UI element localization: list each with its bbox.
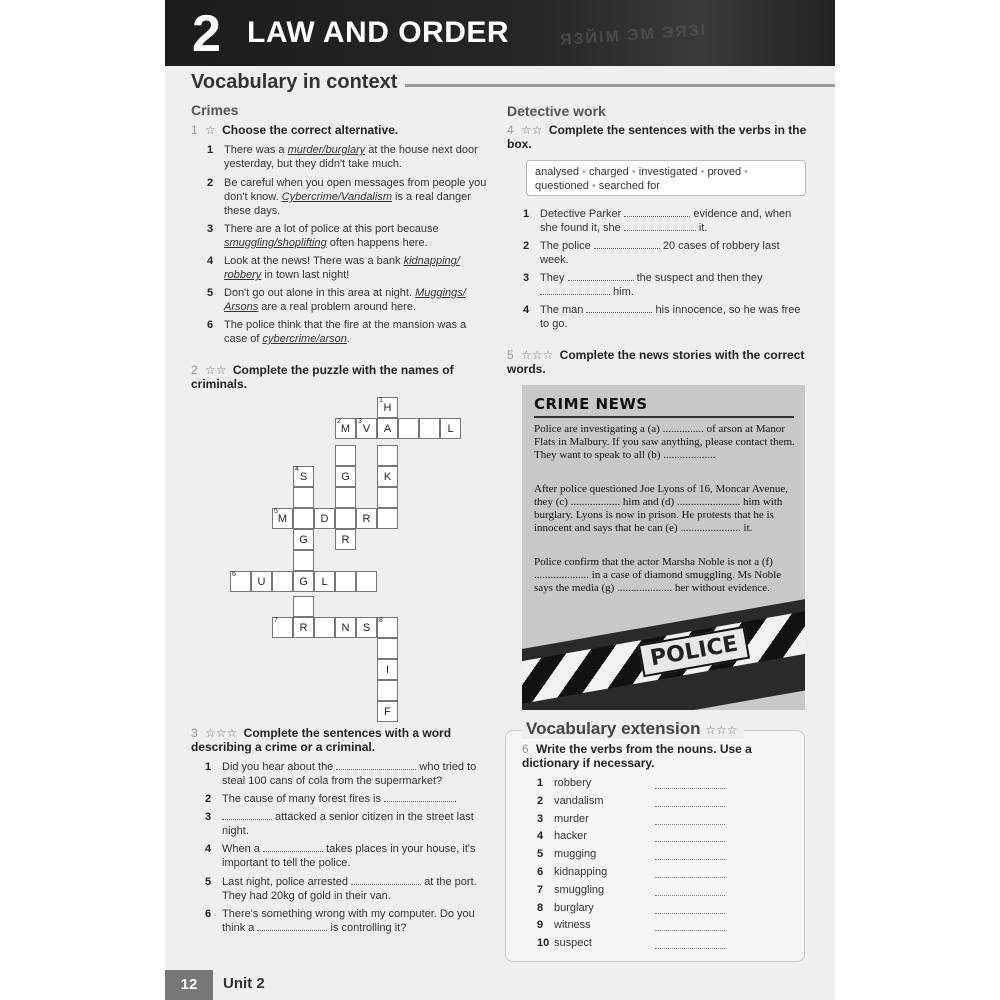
item-number: 9 — [537, 919, 544, 932]
crossword-cell — [230, 571, 251, 592]
item-text: They the suspect and then they him. — [540, 272, 763, 298]
word-separator: • — [579, 166, 590, 178]
exercise-6-item — [537, 865, 607, 879]
crossword-cell — [377, 466, 398, 487]
choice-alternatives: murder/burglary — [287, 144, 366, 156]
item-number: 1 — [523, 208, 530, 220]
item-text: Don't go out alone in this area at night. Muggings/ Arsons are a real problem around here. — [224, 287, 466, 313]
crossword-cell — [314, 508, 335, 529]
item-text: attacked a senior citizen in the street last night. — [222, 811, 474, 837]
crossword-letter: A — [383, 423, 392, 435]
noun-word: kidnapping — [554, 866, 608, 878]
noun-word: smuggling — [554, 883, 605, 896]
word-box-item: charged — [589, 166, 629, 178]
item-number: 2 — [207, 177, 214, 189]
item-number: 8 — [537, 901, 544, 914]
unit-header-band — [165, 0, 835, 66]
crossword-letter: F — [384, 706, 391, 718]
exercise-2-heading — [191, 363, 471, 391]
exercise-instruction: Choose the correct alternative. — [222, 123, 399, 137]
exercise-1-item — [207, 318, 492, 346]
crossword-cell — [335, 466, 356, 487]
crossword-cell — [377, 418, 398, 439]
item-number: 4 — [207, 255, 214, 267]
word-box-item: investigated — [638, 166, 698, 178]
noun-word: witness — [554, 919, 591, 932]
item-number: 1 — [537, 777, 544, 789]
crime-news-panel — [522, 385, 805, 710]
exercise-1-item — [207, 254, 492, 282]
answer-blank — [624, 208, 690, 217]
exercise-6-item — [537, 776, 591, 790]
choice-alternatives: Muggings/ Arsons — [224, 287, 466, 313]
news-title: CRIME NEWS — [534, 395, 648, 413]
crossword-clue-number: 1 — [379, 397, 383, 404]
crossword-cell — [335, 418, 356, 439]
word-box-item: questioned — [535, 180, 589, 192]
answer-blank — [568, 272, 634, 281]
item-number: 2 — [205, 793, 212, 805]
crossword-letter: L — [321, 576, 328, 588]
answer-line — [655, 859, 725, 860]
item-text: Did you hear about the who tried to steal 100 cans of cola from the supermarket? — [222, 761, 477, 787]
crossword-cell — [335, 445, 356, 466]
exercise-instruction: Write the verbs from the nouns. Use a dictionary if necessary. — [522, 742, 752, 770]
crossword-cell — [356, 571, 377, 592]
crossword-cell — [314, 617, 335, 638]
section-title-rule — [405, 84, 835, 87]
item-text: Be careful when you open messages from people you don't know. Cybercrime/Vandalism is a real danger these days. — [224, 177, 487, 217]
exercise-4-heading — [507, 123, 807, 151]
answer-line — [655, 841, 725, 842]
news-title-rule — [534, 416, 794, 418]
difficulty-stars-icon: ☆☆☆ — [521, 348, 554, 362]
exercise-3-heading — [191, 726, 481, 754]
difficulty-stars-icon: ☆☆ — [521, 123, 543, 137]
answer-line — [655, 788, 725, 789]
exercise-6-item — [537, 812, 589, 826]
item-number: 5 — [205, 876, 212, 888]
item-number: 5 — [537, 848, 544, 861]
noun-word: murder — [554, 812, 589, 825]
news-story-2: After police questioned Joe Lyons of 16, Moncar Avenue, they (c) .................. him and (d) ....................... him with burglary. Lyons is now in prison. He protests that he is innocent and says that he can (e) ...................... it. — [534, 483, 788, 534]
crossword-clue-number: 6 — [232, 571, 236, 578]
exercise-1-heading — [191, 123, 491, 137]
crossword-letter: R — [341, 534, 350, 546]
crossword-letter: I — [385, 664, 390, 676]
unit-title: LAW AND ORDER — [247, 16, 510, 49]
crossword-cell — [377, 508, 398, 529]
page-number: 12 — [165, 970, 213, 1000]
crossword-cell — [377, 680, 398, 701]
answer-blank — [351, 876, 421, 885]
header-background-text: ЯЗЙІМ ЭМ ЭЯЗІ — [559, 21, 708, 50]
answer-blank — [586, 304, 652, 313]
crossword-cell — [293, 487, 314, 508]
item-text: There's something wrong with my computer. Do you think a is controlling it? — [222, 908, 475, 934]
answer-line — [655, 877, 725, 878]
answer-line — [655, 806, 725, 807]
crossword-letter: G — [341, 471, 350, 483]
item-text: Detective Parker evidence and, when she found it, she it. — [540, 208, 792, 234]
crossword-letter: G — [299, 534, 308, 546]
exercise-number: 5 — [507, 348, 514, 362]
exercise-6-heading — [522, 742, 792, 770]
crossword-cell — [272, 571, 293, 592]
item-number: 4 — [523, 304, 530, 316]
crossword-clue-number: 4 — [295, 466, 299, 473]
exercise-number: 3 — [191, 726, 198, 740]
item-number: 4 — [537, 830, 544, 843]
answer-blank — [336, 761, 416, 770]
item-number: 6 — [537, 866, 544, 878]
item-text: When a takes places in your house, it's important to tell the police. — [222, 843, 476, 869]
answer-blank — [257, 922, 327, 931]
crossword-cell — [293, 596, 314, 617]
exercise-instruction: Complete the news stories with the correct words. — [507, 348, 805, 376]
answer-blank — [540, 286, 610, 295]
exercise-6-item — [537, 918, 591, 932]
exercise-1-item — [207, 143, 492, 171]
exercise-3-item — [205, 875, 495, 903]
answer-blank — [263, 843, 323, 852]
crossword-cell — [335, 571, 356, 592]
crossword-cell — [293, 550, 314, 571]
crossword-clue-number: 5 — [274, 508, 278, 515]
crossword-cell — [293, 466, 314, 487]
crossword-cell — [377, 659, 398, 680]
vocabulary-extension-label: Vocabulary extension — [526, 719, 701, 738]
word-box-item: searched for — [598, 180, 660, 192]
choice-alternatives: smuggling/shoplifting — [224, 237, 327, 249]
exercise-4-item — [523, 239, 805, 267]
item-number: 3 — [207, 223, 214, 235]
item-number: 1 — [205, 761, 212, 773]
crossword-cell — [377, 701, 398, 722]
exercise-number: 1 — [191, 123, 198, 137]
crossword-cell — [377, 487, 398, 508]
item-number: 2 — [537, 794, 544, 807]
crossword-letter: U — [257, 576, 266, 588]
exercise-number: 4 — [507, 123, 514, 137]
item-number: 5 — [207, 287, 214, 299]
noun-word: mugging — [554, 848, 597, 861]
exercise-6-item — [537, 847, 596, 861]
item-number: 2 — [523, 240, 530, 252]
difficulty-stars-icon: ☆☆☆ — [705, 723, 738, 737]
crossword-letter: D — [320, 513, 329, 525]
exercise-4-item — [523, 303, 805, 331]
word-box — [526, 160, 806, 196]
item-number: 3 — [205, 811, 212, 823]
crossword-clue-number: 8 — [379, 617, 383, 624]
crossword-cell — [356, 617, 377, 638]
word-box-item: analysed — [535, 166, 580, 178]
answer-blank — [624, 222, 696, 231]
crossword-letter: N — [341, 622, 350, 634]
exercise-3-item — [205, 842, 495, 870]
word-separator: • — [588, 180, 599, 192]
exercise-3-item — [205, 907, 495, 935]
exercise-4-item — [523, 271, 805, 299]
crossword-letter: S — [299, 471, 308, 483]
footer-unit-label: Unit 2 — [223, 975, 265, 992]
item-number: 6 — [207, 319, 214, 331]
workbook-page — [165, 0, 835, 1000]
crossword-letter: L — [447, 423, 454, 435]
exercise-1-item — [207, 286, 492, 314]
exercise-6-item — [537, 901, 594, 915]
crossword-letter: M — [277, 513, 288, 525]
exercise-6-item — [537, 794, 604, 808]
crossword-cell — [251, 571, 272, 592]
exercise-4-item — [523, 207, 805, 235]
choice-alternatives: cybercrime/arson — [262, 333, 347, 345]
crossword-cell — [314, 571, 335, 592]
item-text: The cause of many forest fires is . — [222, 793, 458, 805]
answer-line — [655, 824, 725, 825]
crossword-cell — [440, 418, 461, 439]
exercise-5-heading — [507, 348, 807, 376]
noun-word: burglary — [554, 901, 594, 914]
crossword-cell — [293, 571, 314, 592]
vocabulary-extension-title — [522, 719, 744, 739]
crossword-cell — [398, 418, 419, 439]
crossword-cell — [377, 617, 398, 638]
item-text: There was a murder/burglary at the house next door yesterday, but they didn't take much. — [224, 144, 478, 170]
exercise-6-item — [537, 829, 587, 843]
crossword-letter: G — [299, 576, 308, 588]
crossword-cell — [335, 508, 356, 529]
crossword-cell — [293, 508, 314, 529]
crossword-cell — [335, 617, 356, 638]
answer-blank — [594, 240, 660, 249]
item-text: The police 20 cases of robbery last week. — [540, 240, 780, 266]
answer-blank — [384, 793, 454, 802]
choice-alternatives: Cybercrime/Vandalism — [281, 191, 392, 203]
crossword-cell — [272, 508, 293, 529]
exercise-number: 2 — [191, 363, 198, 377]
noun-word: hacker — [554, 830, 588, 843]
crossword-letter: M — [340, 423, 351, 435]
noun-word: robbery — [554, 777, 592, 789]
exercise-instruction: Complete the puzzle with the names of criminals. — [191, 363, 454, 391]
noun-word: vandalism — [554, 794, 604, 807]
answer-line — [655, 948, 725, 949]
crossword-letter: R — [362, 513, 371, 525]
item-number: 6 — [205, 908, 212, 920]
item-number: 7 — [537, 883, 544, 896]
word-separator: • — [697, 166, 708, 178]
crossword-clue-number: 2 — [337, 418, 341, 425]
crossword-cell — [293, 529, 314, 550]
item-text: There are a lot of police at this port because smuggling/shoplifting often happens here. — [224, 223, 439, 249]
crossword-cell — [272, 617, 293, 638]
crossword-cell — [419, 418, 440, 439]
answer-blank — [222, 811, 272, 820]
item-text: The man his innocence, so he was free to go. — [540, 304, 801, 330]
crossword-clue-number: 3 — [358, 418, 362, 425]
difficulty-stars-icon: ☆☆☆ — [205, 726, 238, 740]
exercise-instruction: Complete the sentences with a word describing a crime or a criminal. — [191, 726, 452, 754]
crossword-cell — [335, 529, 356, 550]
word-separator: • — [628, 166, 639, 178]
exercise-instruction: Complete the sentences with the verbs in the box. — [507, 123, 807, 151]
noun-word: suspect — [554, 937, 592, 950]
crossword-cell — [335, 487, 356, 508]
crossword-clue-number: 7 — [274, 617, 278, 624]
section-title: Vocabulary in context — [191, 71, 398, 93]
exercise-3-item — [205, 792, 495, 806]
answer-line — [655, 913, 725, 914]
crimes-heading: Crimes — [191, 102, 239, 118]
exercise-1-item — [207, 176, 492, 218]
exercise-3-item — [205, 810, 495, 838]
news-story-3: Police confirm that the actor Marsha Noble is not a (f) .................... in a case of diamond smuggling. Ms Noble says the media (g) .................... her without evidence. — [534, 556, 782, 594]
item-text: Look at the news! There was a bank kidnapping/ robbery in town last night! — [224, 255, 460, 281]
item-number: 10 — [537, 937, 550, 950]
item-number: 3 — [537, 812, 544, 825]
crossword-cell — [356, 418, 377, 439]
crossword-cell — [377, 445, 398, 466]
news-story-1: Police are investigating a (a) ............... of arson at Manor Flats in Malbury. If you saw anything, please contact them. They want to speak to all (b) ................... — [534, 423, 795, 461]
exercise-number: 6 — [522, 742, 529, 756]
answer-line — [655, 895, 725, 896]
detective-work-heading: Detective work — [507, 103, 606, 119]
police-tape-label: POLICE — [638, 626, 750, 677]
item-text: Last night, police arrested at the port. They had 20kg of gold in their van. — [222, 876, 477, 902]
crossword-letter: S — [362, 622, 371, 634]
crossword-letter: R — [299, 622, 308, 634]
difficulty-stars-icon: ☆☆ — [205, 363, 227, 377]
exercise-1-item — [207, 222, 492, 250]
crossword-cell — [293, 617, 314, 638]
crossword-letter: K — [383, 471, 392, 483]
crossword-cell — [377, 397, 398, 418]
crossword-cell — [377, 638, 398, 659]
unit-number: 2 — [192, 5, 221, 63]
crossword-letter: V — [362, 423, 371, 435]
exercise-6-item — [537, 936, 592, 950]
crossword-cell — [356, 508, 377, 529]
item-number: 3 — [523, 272, 530, 284]
exercise-3-item — [205, 760, 495, 788]
difficulty-stars-icon: ☆ — [205, 123, 216, 137]
word-separator: • — [741, 166, 748, 178]
item-number: 4 — [205, 843, 212, 855]
word-box-item: proved — [707, 166, 742, 178]
answer-line — [655, 930, 725, 931]
item-number: 1 — [207, 144, 214, 156]
item-text: The police think that the fire at the mansion was a case of cybercrime/arson. — [224, 319, 467, 345]
choice-alternatives: kidnapping/ robbery — [224, 255, 460, 281]
crossword-letter: H — [383, 402, 392, 414]
exercise-6-item — [537, 883, 604, 897]
